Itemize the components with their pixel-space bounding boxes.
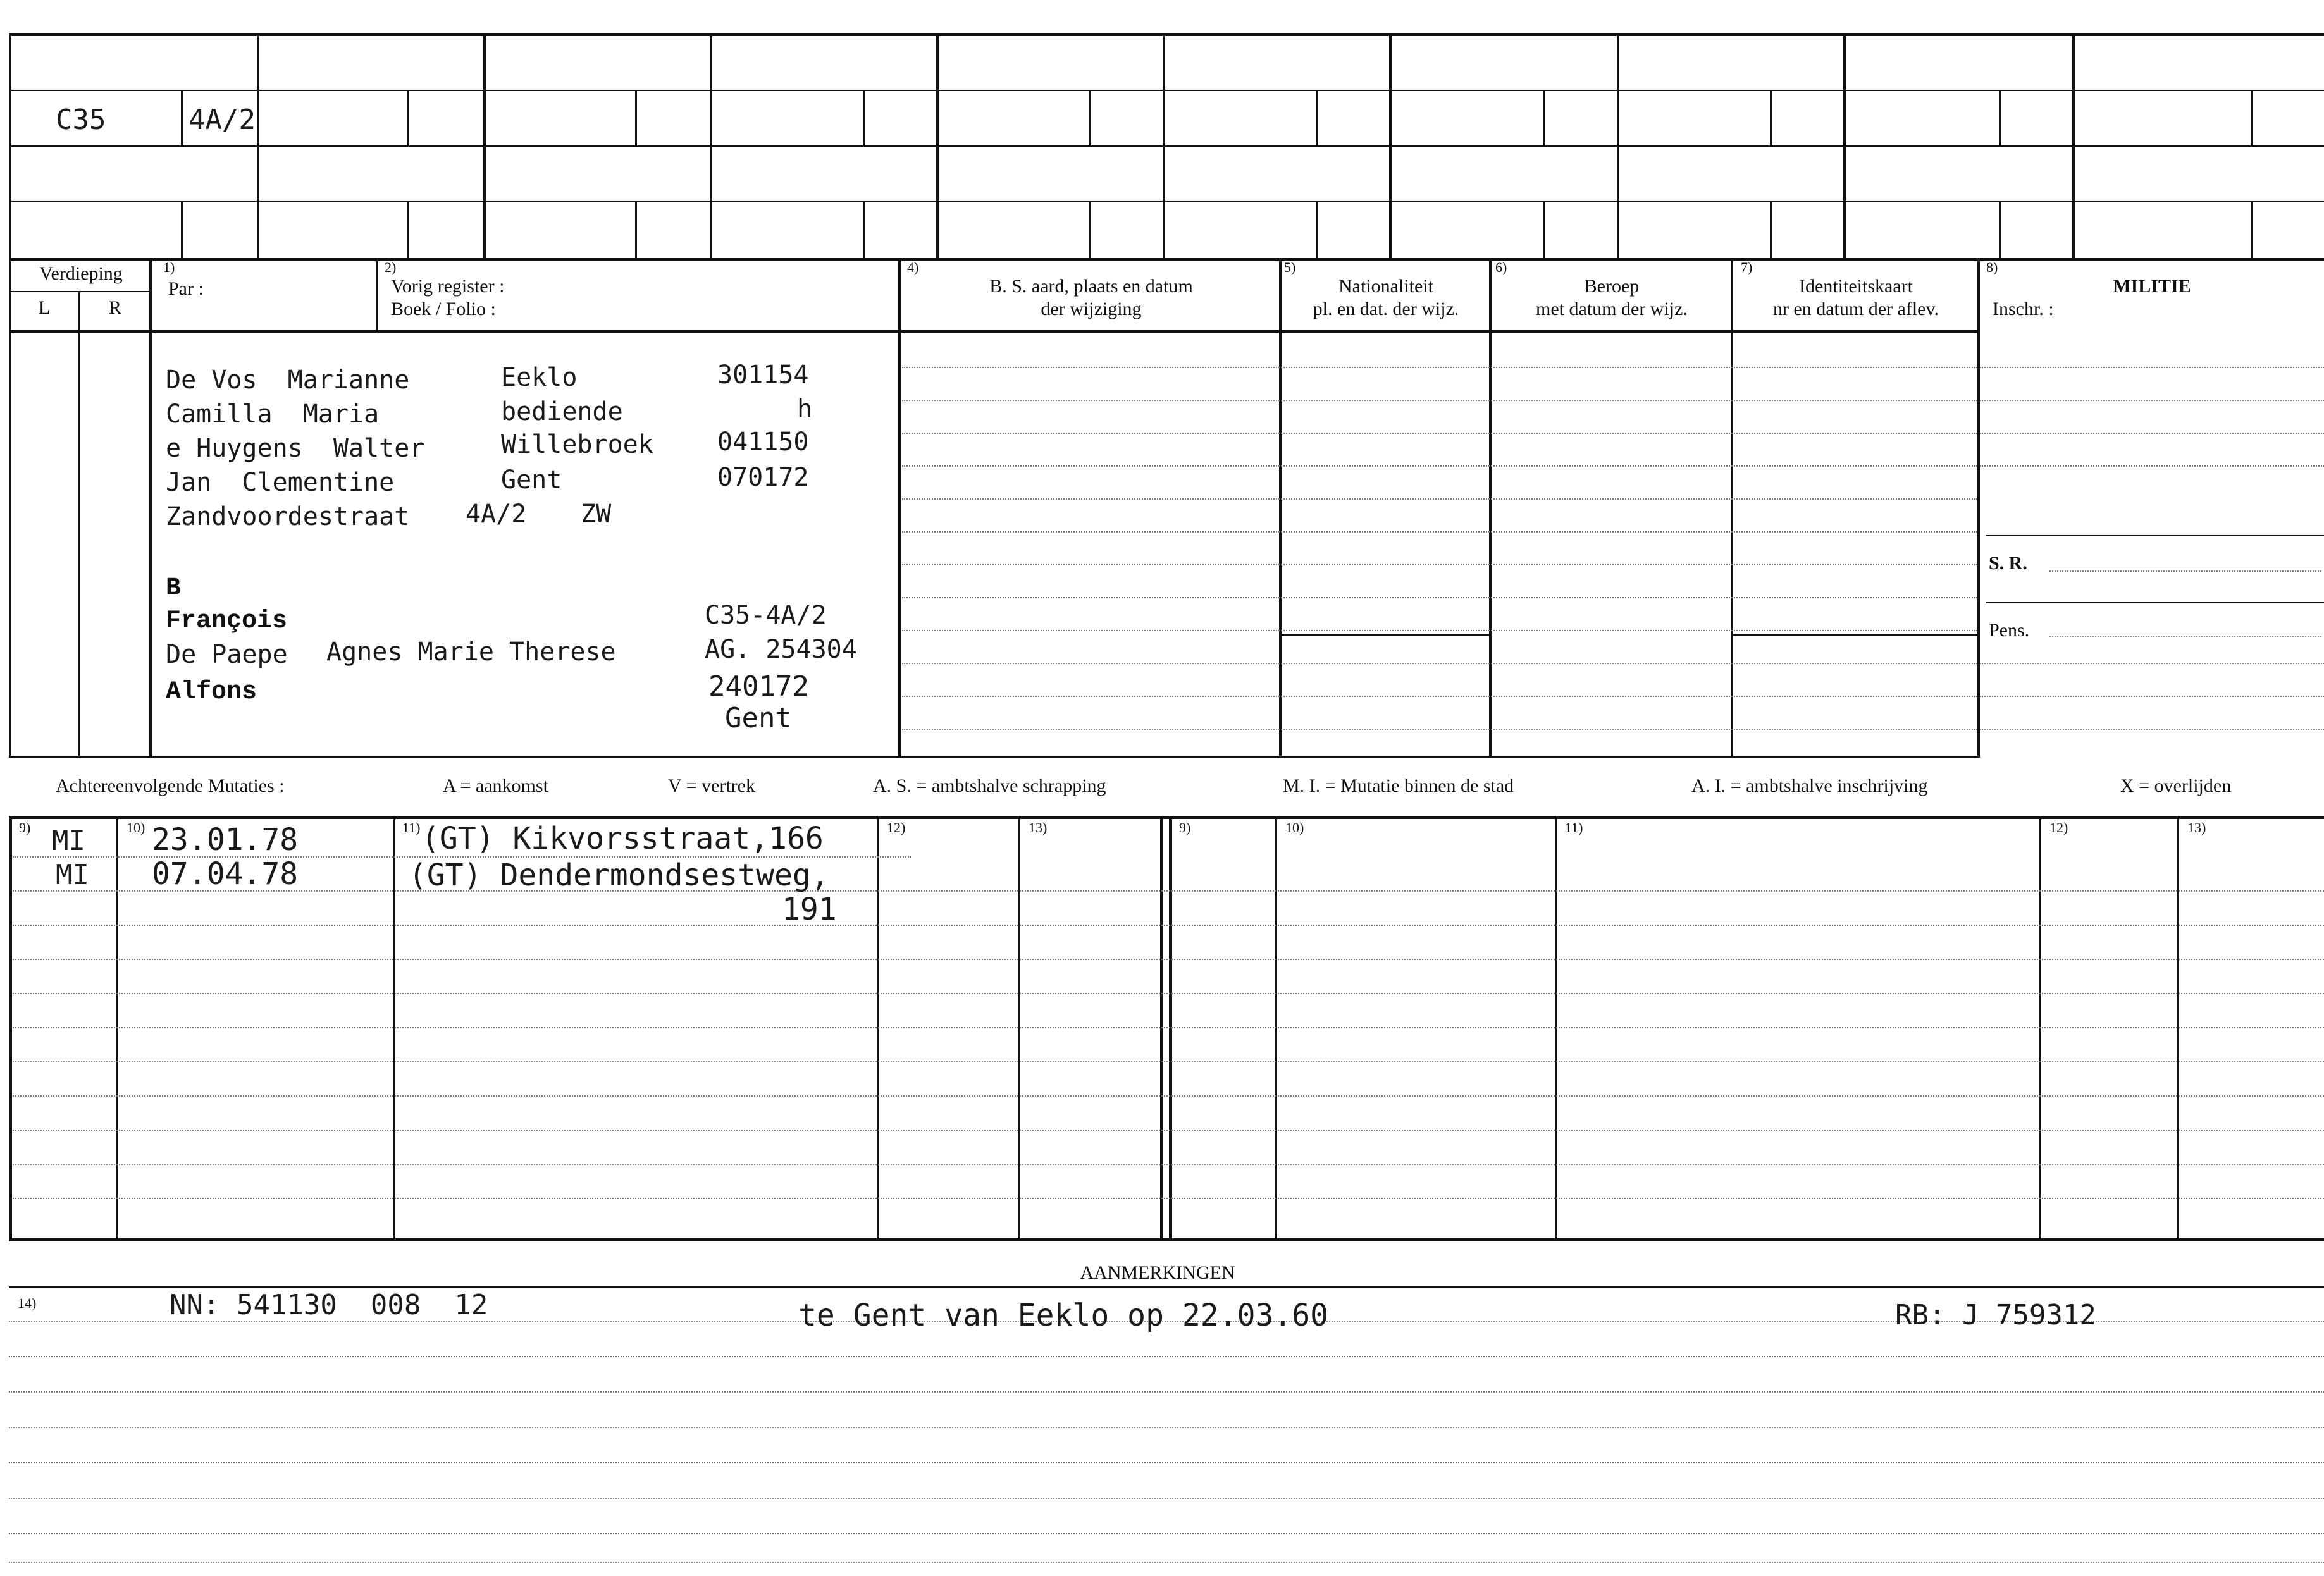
mutation-col-number: 12) — [887, 820, 906, 835]
second-first-name: Alfons — [166, 678, 257, 706]
origin-note: te Gent van Eeklo op 22.03.60 — [798, 1298, 1329, 1333]
legend-item: A. S. = ambtshalve schrapping — [873, 775, 1106, 796]
mutation-col-number: 11) — [1565, 820, 1583, 835]
mutation-col-number: 11) — [402, 820, 421, 835]
nat-number: 5) — [1284, 259, 1296, 275]
person-row-place: bediende — [501, 397, 623, 426]
identiteitskaart-label: Identiteitskaart — [1799, 276, 1913, 297]
inschr-label: Inschr. : — [1993, 299, 2054, 319]
ag-code: AG. 254304 — [705, 635, 857, 664]
mutation-address: (GT) Dendermondsestweg, — [409, 858, 829, 893]
first-name: François — [166, 607, 288, 636]
nationaliteit-label: Nationaliteit — [1338, 276, 1433, 297]
beroep-label-2: met datum der wijz. — [1536, 299, 1688, 319]
boek-folio-label: Boek / Folio : — [391, 299, 496, 319]
person-row-code: 041150 — [717, 428, 809, 457]
militie-number: 8) — [1986, 259, 1998, 275]
address-street: Zandvoordestraat — [166, 502, 410, 531]
mutation-col-number: 9) — [1179, 820, 1191, 835]
militie-label: MILITIE — [2113, 276, 2191, 297]
person-row-name: e Huygens Walter — [166, 434, 425, 463]
mutation-type: MI — [52, 825, 85, 857]
sr-label: S. R. — [1989, 553, 2027, 574]
mutation-date: 23.01.78 — [152, 822, 299, 858]
mutation-col-number: 9) — [19, 820, 31, 835]
bs-label-2: der wijziging — [1041, 299, 1142, 319]
bs-number: 4) — [907, 259, 919, 275]
mutation-type: MI — [56, 859, 89, 891]
par-number: 1) — [163, 259, 175, 275]
nationaliteit-label-2: pl. en dat. der wijz. — [1313, 299, 1459, 319]
legend-item: V = vertrek — [668, 775, 755, 796]
legend-title: Achtereenvolgende Mutaties : — [56, 775, 285, 796]
person-row-place: Eeklo — [501, 363, 578, 392]
legend-item: X = overlijden — [2120, 775, 2232, 796]
person-row-name: Jan Clementine — [166, 468, 395, 497]
nn-number: NN: 541130 008 12 — [170, 1289, 488, 1321]
mutation-date: 07.04.78 — [152, 856, 299, 892]
mutation-col-number: 13) — [2187, 820, 2206, 835]
mutation-col-number: 10) — [1285, 820, 1304, 835]
reference-code: C35-4A/2 — [705, 601, 827, 630]
partner-surname: De Paepe — [166, 640, 288, 669]
mutation-address-continued: 191 — [782, 892, 837, 927]
verdieping-label: Verdieping — [39, 263, 123, 284]
section-letter: B — [166, 574, 182, 603]
mutation-col-number: 13) — [1029, 820, 1048, 835]
legend-item: M. I. = Mutatie binnen de stad — [1283, 775, 1514, 796]
person-row-code: 070172 — [717, 463, 809, 492]
par-label: Par : — [168, 278, 204, 299]
id-number: 7) — [1741, 259, 1753, 275]
vorig-number: 2) — [385, 259, 397, 275]
bs-label: B. S. aard, plaats en datum — [989, 276, 1193, 297]
legend-item: A = aankomst — [443, 775, 548, 796]
beroep-label: Beroep — [1584, 276, 1640, 297]
person-row-name: De Vos Marianne — [166, 366, 410, 395]
legend-item: A. I. = ambtshalve inschrijving — [1691, 775, 1928, 796]
left-label: L — [38, 297, 51, 318]
mutation-col-number: 10) — [127, 820, 145, 835]
beroep-number: 6) — [1495, 259, 1507, 275]
address-number: 4A/2 — [466, 500, 527, 529]
remarks-number: 14) — [18, 1295, 37, 1311]
second-place: Gent — [725, 702, 792, 734]
mutation-col-number: 12) — [2049, 820, 2068, 835]
block-code: C35 — [56, 104, 106, 136]
partner-given-names: Agnes Marie Therese — [326, 637, 616, 667]
person-row-code: 301154 — [717, 360, 809, 390]
person-row-place: Willebroek — [501, 430, 653, 459]
person-row-place: Gent — [501, 465, 562, 495]
right-label: R — [108, 297, 121, 318]
identiteitskaart-label-2: nr en datum der aflev. — [1772, 299, 1939, 319]
vorig-register-label: Vorig register : — [391, 276, 505, 297]
mutation-address: (GT) Kikvorsstraat,166 — [421, 821, 824, 856]
address-suffix: ZW — [581, 500, 612, 529]
remarks-title: AANMERKINGEN — [1080, 1262, 1235, 1283]
second-code: 240172 — [708, 670, 809, 703]
house-number: 4A/2 — [189, 104, 256, 136]
rb-number: RB: J 759312 — [1895, 1299, 2096, 1331]
person-row-name: Camilla Maria — [166, 400, 380, 429]
person-row-code: h — [797, 395, 813, 424]
pens-label: Pens. — [1989, 620, 2030, 641]
